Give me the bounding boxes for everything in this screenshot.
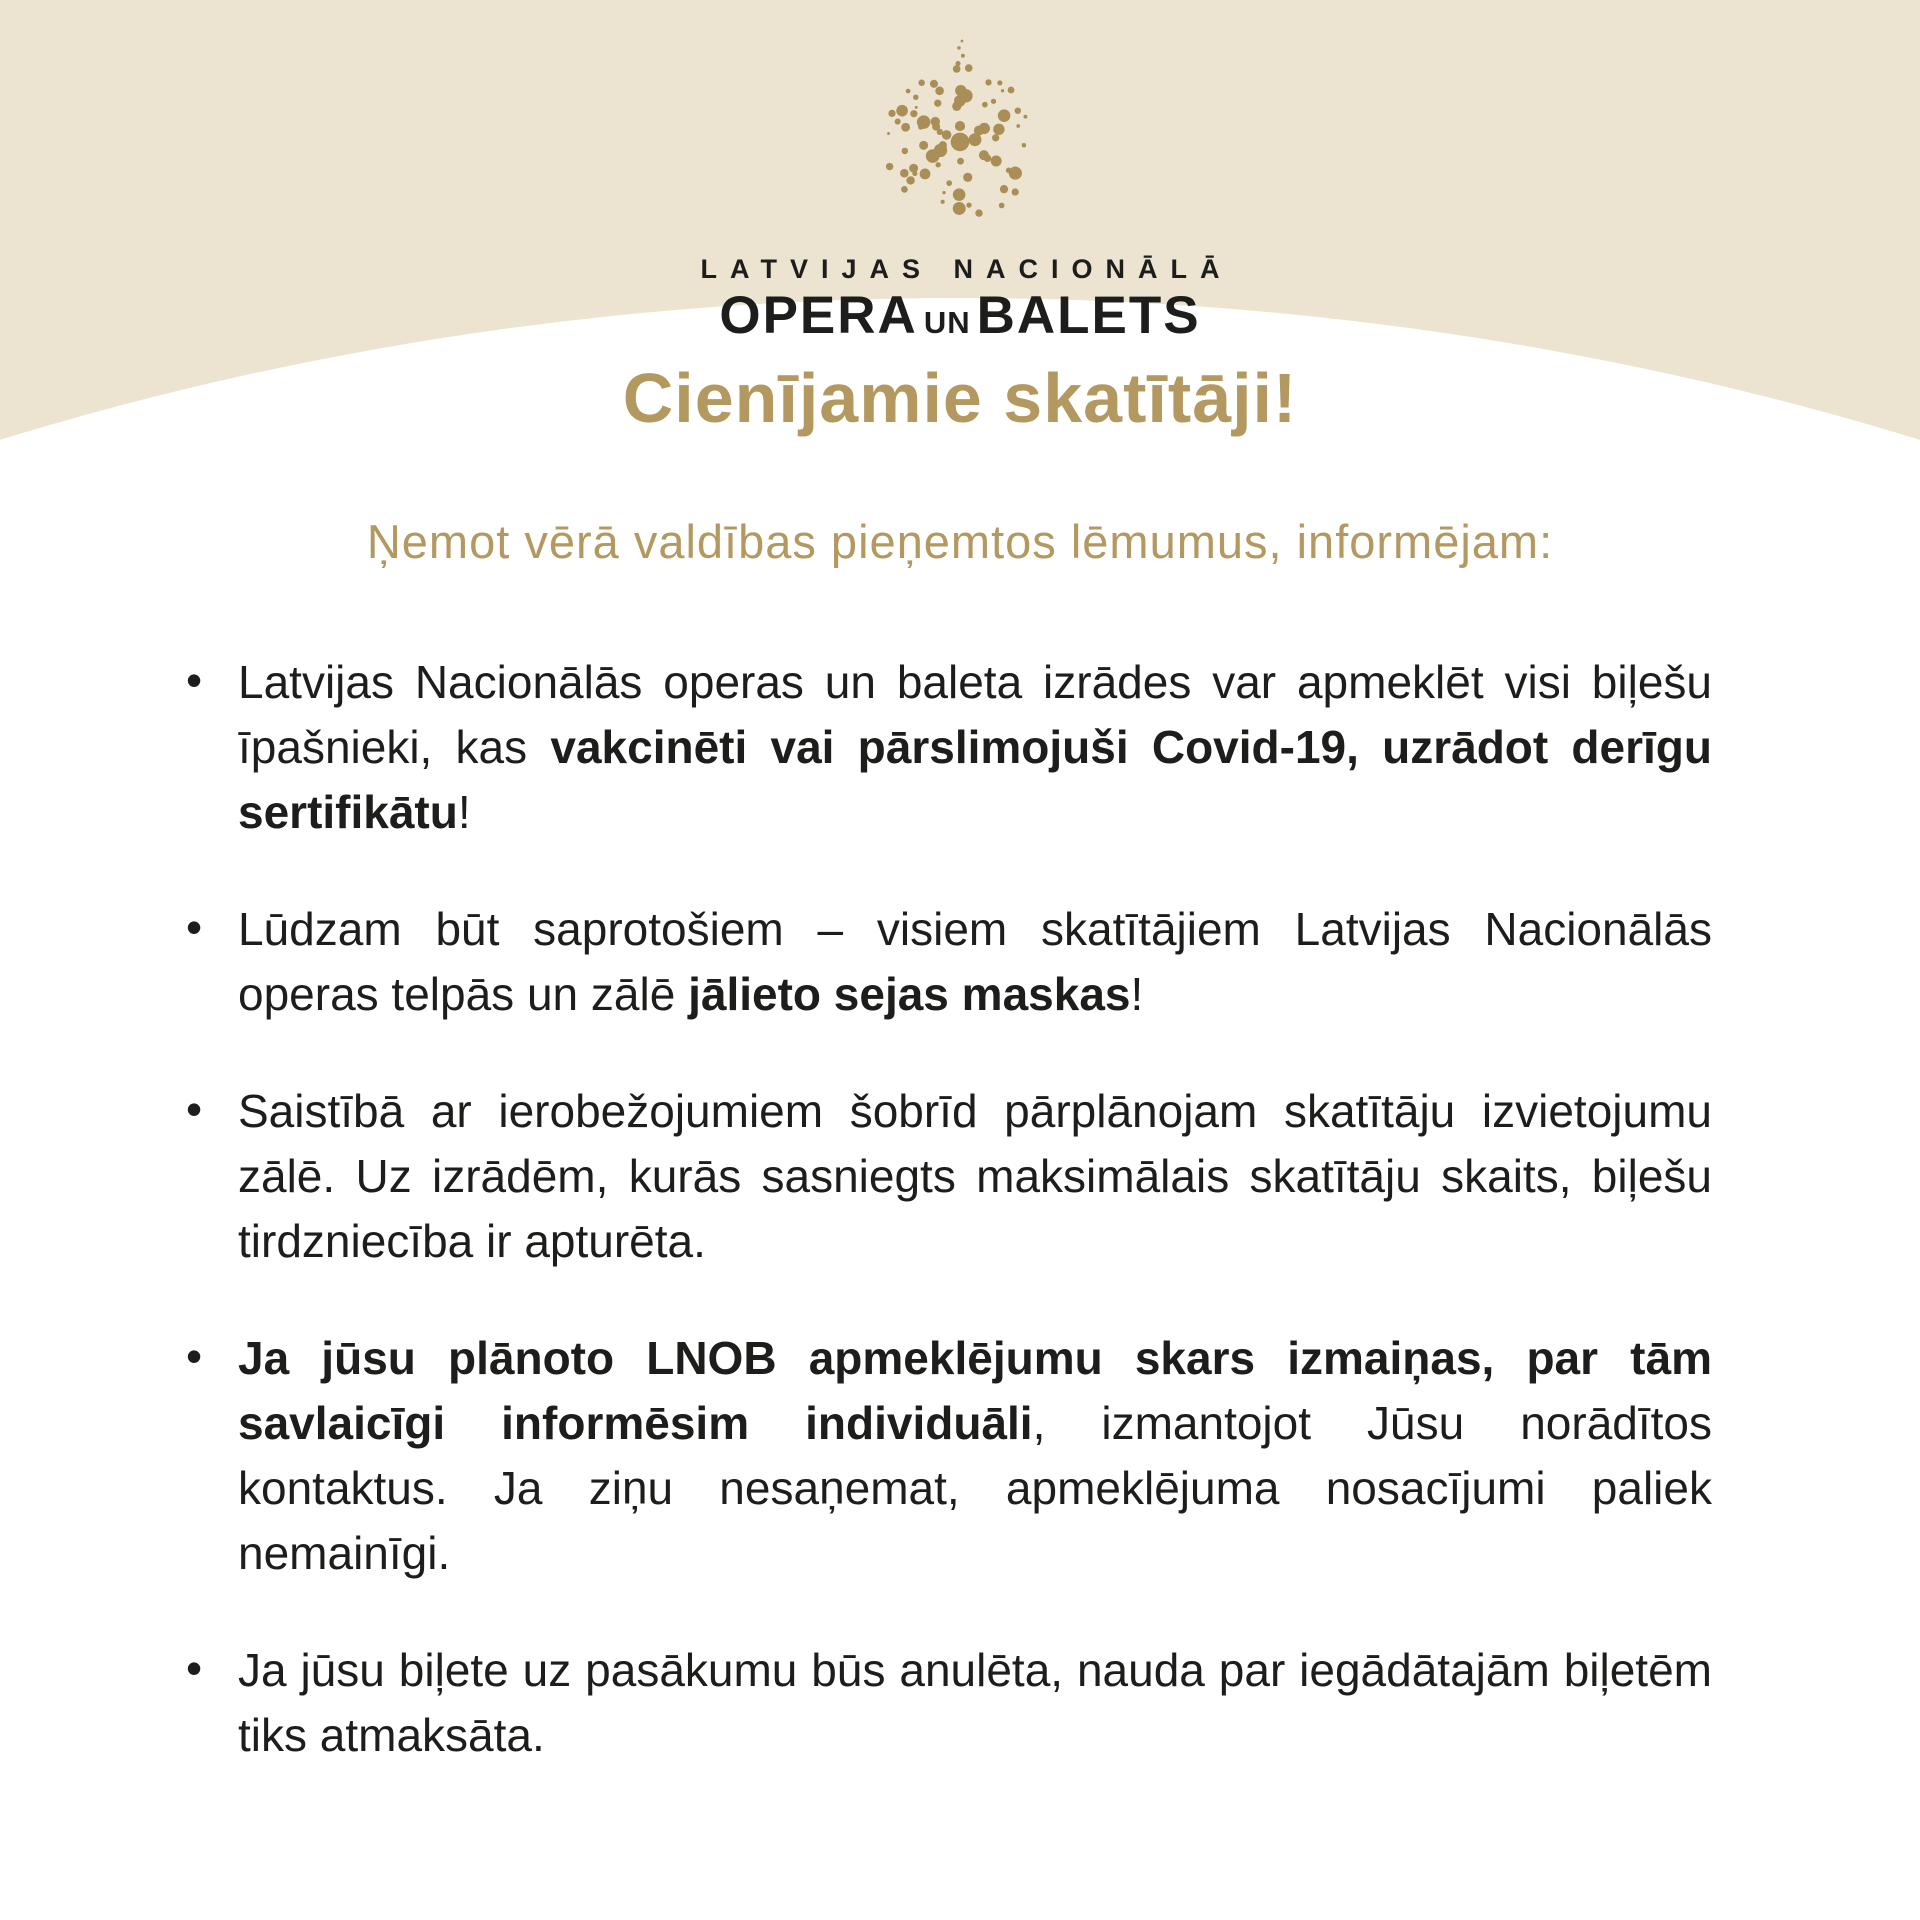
list-item [186, 1638, 1712, 1768]
lnob-logo [0, 36, 1920, 345]
list-item [186, 897, 1712, 1027]
logo-text-line2 [0, 286, 1920, 345]
list-item [186, 1326, 1712, 1586]
bullet-text-run: ! [1130, 968, 1144, 1020]
bullet-text-run: Saistībā ar ierobežojumiem šobrīd pārplānojam skatītāju izvietojumu zālē. Uz izrādēm, kurās sasniegts maksimālais skatītāju skaits, biļešu tirdzniecība ir apturēta. [238, 1085, 1712, 1267]
bullet-text-run-bold: jālieto sejas maskas [688, 968, 1131, 1020]
starburst-dots-icon [862, 36, 1058, 246]
logo-text-line1: LATVIJAS NACIONĀLĀ [700, 254, 1233, 284]
announcement-list [186, 650, 1712, 1768]
bullet-text-run: Latvijas Nacionālās operas un baleta izrādes var apmeklēt visi biļešu īpašnieki, kas [238, 656, 1712, 773]
page-subtitle: Ņemot vērā valdības pieņemtos lēmumus, informējam: [366, 515, 1554, 568]
bullet-text-run: Lūdzam būt saprotošiem – visiem skatītājiem Latvijas Nacionālās operas telpās un zālē [238, 903, 1712, 1020]
bullet-text-run: Ja jūsu biļete uz pasākumu būs anulēta, nauda par iegādātajām biļetēm tiks atmaksāta. [238, 1644, 1712, 1761]
logo-text-un: UN [923, 305, 971, 340]
page-title: Cienījamie skatītāji! [622, 359, 1298, 437]
list-item [186, 650, 1712, 845]
bullet-text-run: , izmantojot Jūsu norādītos kontaktus. Ja ziņu nesaņemat, apmeklējuma nosacījumi paliek nemainīgi. [238, 1397, 1713, 1579]
bullet-text-run: ! [457, 786, 471, 838]
bullet-text-run-bold: vakcinēti vai pārslimojuši Covid-19, uzrādot derīgu sertifikātu [238, 721, 1712, 838]
bullet-text-run-bold: Ja jūsu plānoto LNOB apmeklējumu skars izmaiņas, par tām savlaicīgi informēsim individuāli [238, 1332, 1712, 1449]
logo-text-opera: OPERA [719, 286, 918, 345]
logo-text-balets: BALETS [976, 286, 1201, 345]
list-item [186, 1079, 1712, 1274]
